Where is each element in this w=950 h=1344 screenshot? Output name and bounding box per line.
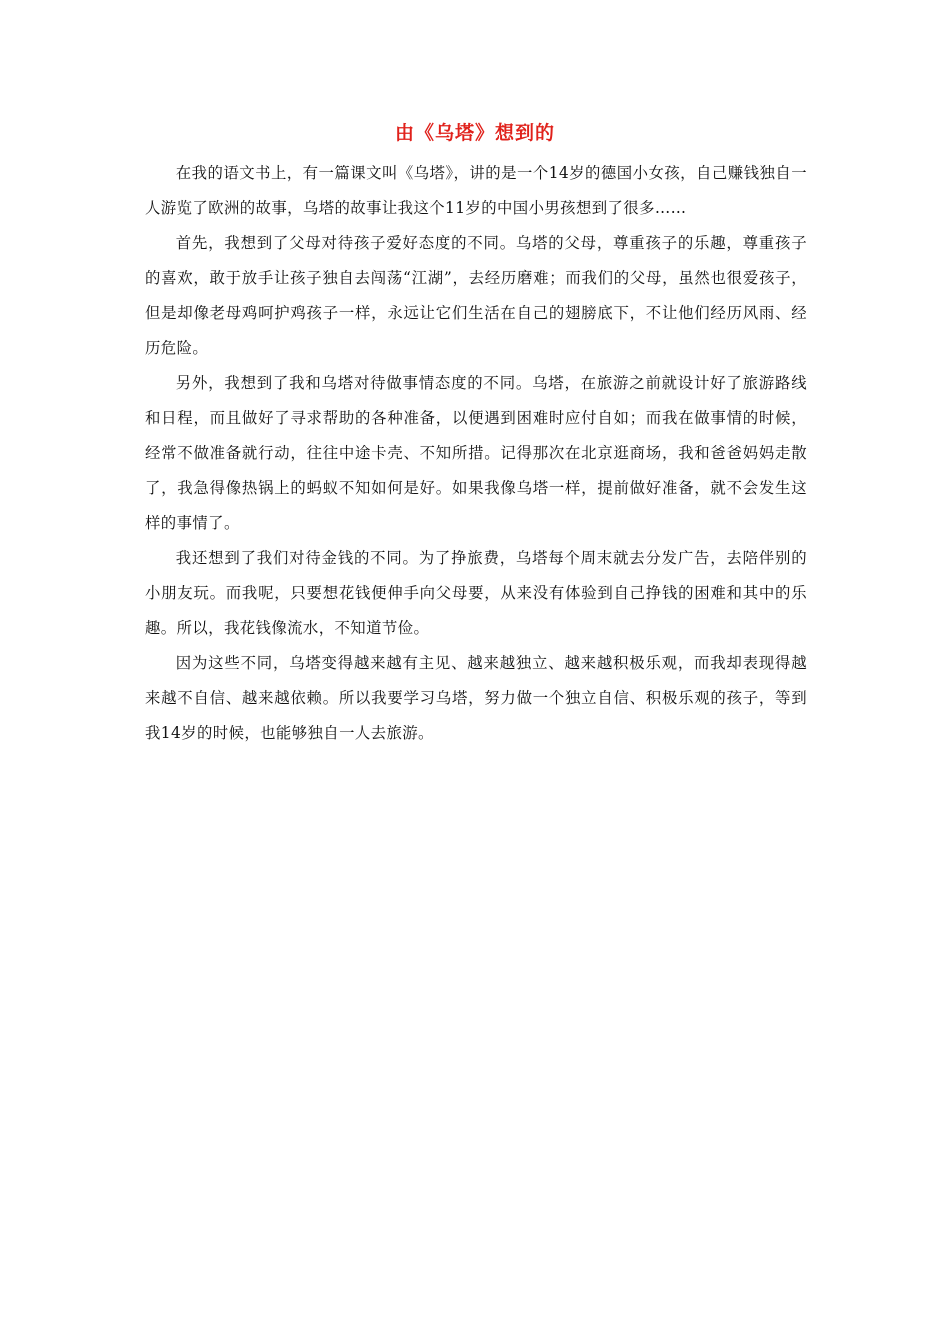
paragraph-intro: 在我的语文书上，有一篇课文叫《乌塔》，讲的是一个14岁的德国小女孩，自己赚钱独自一人游览了欧洲的故事，乌塔的故事让我这个11岁的中国小男孩想到了很多…… (145, 164, 807, 217)
paragraph-conclusion: 因为这些不同，乌塔变得越来越有主见、越来越独立、越来越积极乐观，而我却表现得越来越不自信、越来越依赖。所以我要学习乌塔，努力做一个独立自信、积极乐观的孩子，等到我14岁的时候，也能够独自一人去旅游。 (145, 654, 807, 742)
paragraph-money: 我还想到了我们对待金钱的不同。为了挣旅费，乌塔每个周末就去分发广告，去陪伴别的小朋友玩。而我呢，只要想花钱便伸手向父母要，从来没有体验到自己挣钱的困难和其中的乐趣。所以，我花钱像流水，不知道节俭。 (145, 549, 807, 637)
document-title: 由《乌塔》想到的 (394, 122, 555, 144)
essay-body (145, 156, 807, 751)
paragraph-preparation: 另外，我想到了我和乌塔对待做事情态度的不同。乌塔，在旅游之前就设计好了旅游路线和日程，而且做好了寻求帮助的各种准备，以便遇到困难时应付自如；而我在做事情的时候，经常不做准备就行动，往往中途卡壳、不知所措。记得那次在北京逛商场，我和爸爸妈妈走散了，我急得像热锅上的蚂蚁不知如何是好。如果我像乌塔一样，提前做好准备，就不会发生这样的事情了。 (145, 374, 807, 532)
paragraph-parents: 首先，我想到了父母对待孩子爱好态度的不同。乌塔的父母，尊重孩子的乐趣，尊重孩子的喜欢，敢于放手让孩子独自去闯荡“江湖”，去经历磨难；而我们的父母，虽然也很爱孩子，但是却像老母鸡呵护鸡孩子一样，永远让它们生活在自己的翅膀底下，不让他们经历风雨、经历危险。 (145, 234, 807, 357)
